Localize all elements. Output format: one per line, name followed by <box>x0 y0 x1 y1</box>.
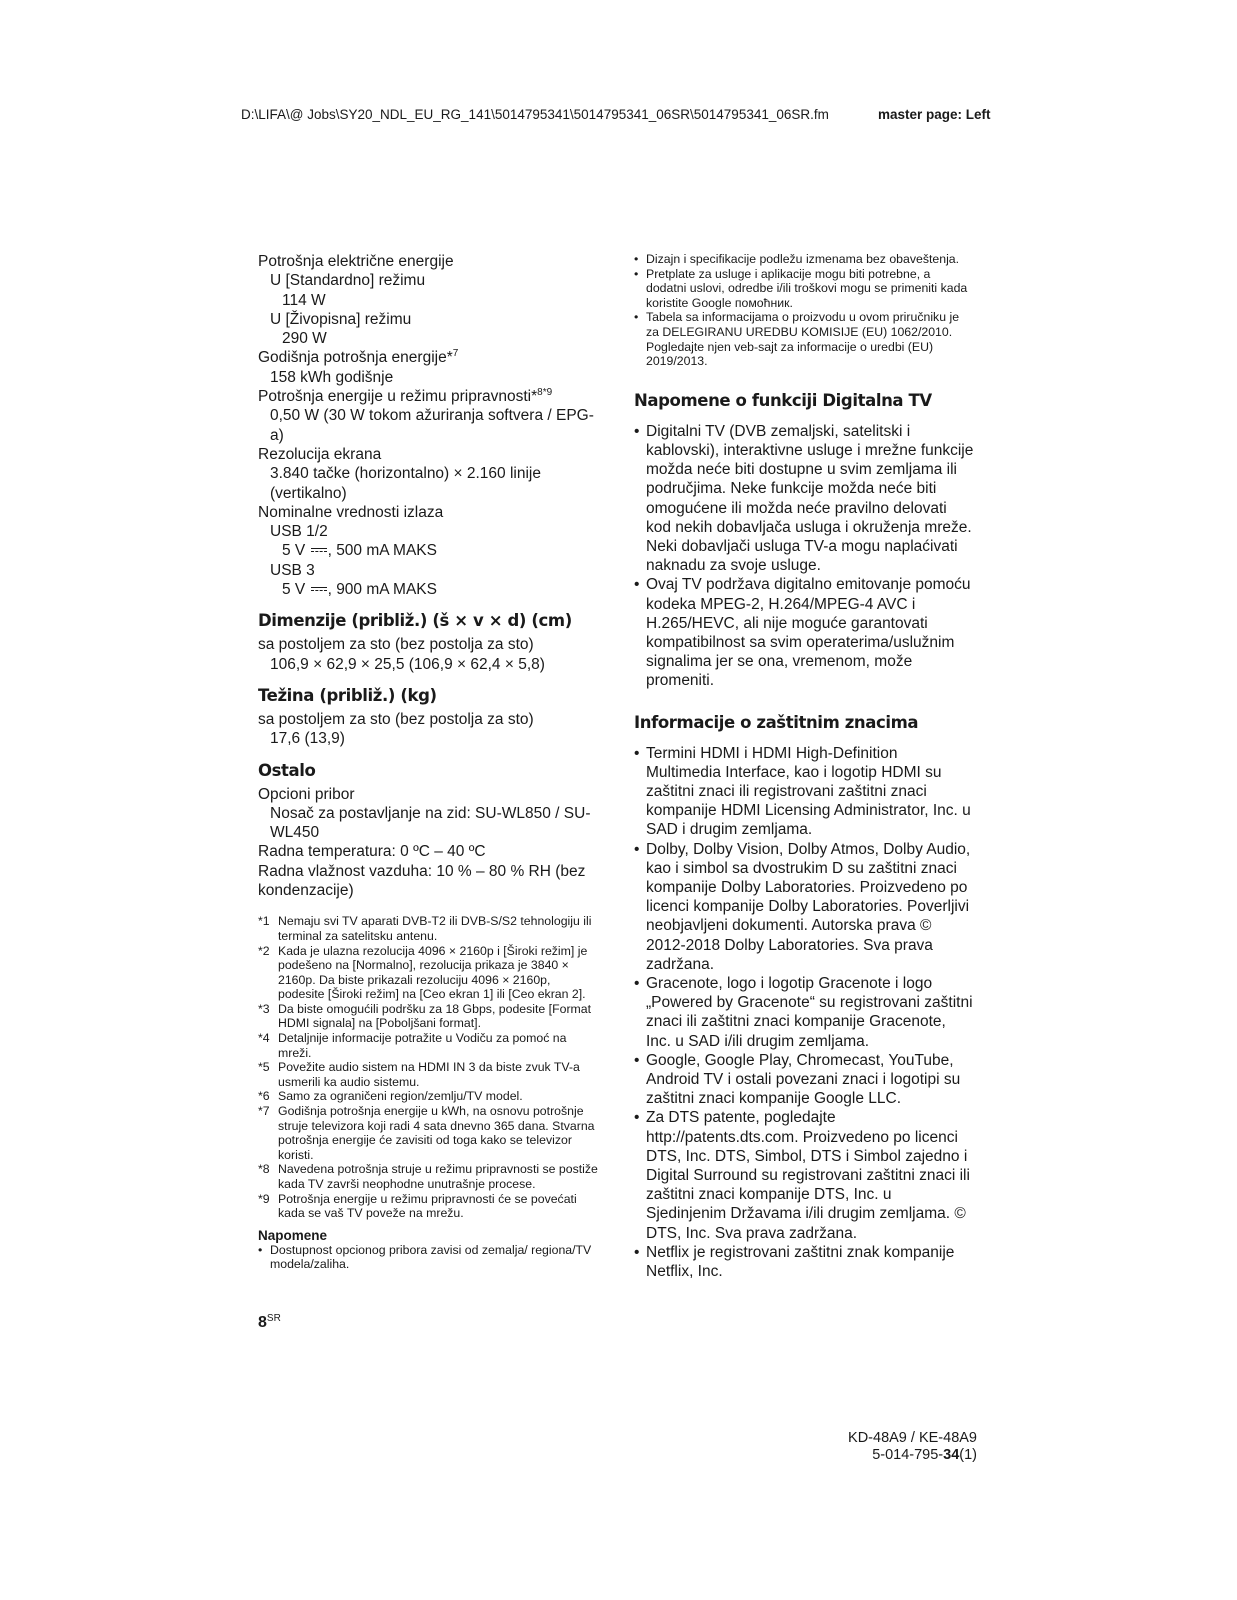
footnote-item: *2 Kada je ulazna rezolucija 4096 × 2160p i [Široki režim] je podešeno na [Normalno], rezolucija prikaza je 3840 × 2160p. Da biste prikazali rezoluciju 4096 × 2160p, podesite [Široki režim] na [Ceo ekran 1] ili [Ceo ekran 2]. <box>258 943 588 1002</box>
list-item: • Dizajn i specifikacije podležu izmenama bez obaveštenja. <box>634 252 960 266</box>
bullet-icon: • <box>634 744 640 762</box>
annual-consumption-value: 158 kWh godišnje <box>270 368 394 386</box>
resolution-value: 3.840 tačke (horizontalno) × 2.160 linije (vertikalno) <box>270 465 541 502</box>
footnote-item: *1 Nemaju svi TV aparati DVB-T2 ili DVB-S/S2 tehnologiju ili terminal za satelitsku antenu. <box>258 914 592 943</box>
notes-title: Napomene <box>258 1227 328 1243</box>
dc-symbol-icon <box>310 545 328 555</box>
list-item: • Digitalni TV (DVB zemaljski, satelitski i kablovski), interaktivne usluge i mrežne funkcije možda neće biti dostupne u svim zemljama ili područjima. Neke funkcije možda neće biti omogućene ili možda neće pravilno delovati kod nekih dobavljača usluga i okruženja mreže. Neki dobavljači usluga TV-a mogu naplaćivati naknadu za svoje usluge. <box>634 422 974 575</box>
file-path-header: D:\LIFA\@ Jobs\SY20_NDL_EU_RG_141\5014795341\5014795341_06SR\5014795341_06SR.fm <box>241 107 829 122</box>
list-item: • Gracenote, logo i logotip Gracenote i logo „Powered by Gracenote“ su registrovani zaštitni znaci ili zaštitni znaci kompanije Gracenote, Inc. u SAD i/ili drugim zemljama. <box>634 975 973 1050</box>
list-item: • Dolby, Dolby Vision, Dolby Atmos, Dolby Audio, kao i simbol sa dvostrukim D su zaštitni znaci kompanije Dolby Laboratories. Proizvedeno po licenci kompanije Dolby Laboratories. Poverljivi neobjavljeni dokumenti. Autorska prava © 2012-2018 Dolby Laboratories. Sva prava zadržana. <box>634 840 971 973</box>
footnote-item: *8 Navedena potrošnja struje u režimu pripravnosti se postiže kada TV završi neophodne unutrašnje procese. <box>258 1162 598 1191</box>
weight-value: 17,6 (13,9) <box>270 730 345 748</box>
general-notes-list <box>634 252 974 369</box>
digital-tv-list <box>634 422 974 691</box>
bullet-icon: • <box>634 422 640 440</box>
weight-heading: Težina (približ.) (kg) <box>258 685 437 705</box>
right-column <box>634 252 974 1281</box>
model-numbers: KD-48A9 / KE-48A9 <box>848 1430 977 1446</box>
bullet-icon: • <box>634 1051 640 1069</box>
bullet-icon: • <box>258 1242 263 1257</box>
operating-temperature: Radna temperatura: 0 ºC – 40 ºC <box>258 843 486 861</box>
footer-model-info <box>848 1430 977 1464</box>
usb3-label: USB 3 <box>270 561 315 579</box>
optional-accessory-title: Opcioni pribor <box>258 785 355 803</box>
footnotes <box>258 914 598 1220</box>
standard-mode-value: 114 W <box>282 291 326 309</box>
list-item: • Termini HDMI i HDMI High-Definition Multimedia Interface, kao i logotip HDMI su zaštitni znaci ili registrovani zaštitni znaci kompanije HDMI Licensing Administrator, Inc. u SAD i drugim zemljama. <box>634 744 971 839</box>
master-page-label: master page: Left <box>878 107 991 122</box>
list-item: • Netflix je registrovani zaštitni znak kompanije Netflix, Inc. <box>634 1243 955 1281</box>
operating-humidity: Radna vlažnost vazduha: 10 % – 80 % RH (bez kondenzacije) <box>258 862 586 900</box>
annual-consumption-title: Godišnja potrošnja energije*$^7$ <box>258 348 459 367</box>
bullet-icon: • <box>634 840 640 858</box>
bullet-icon: • <box>634 266 639 281</box>
standby-title: Potrošnja energije u režimu pripravnosti*$^{8*9}$ <box>258 387 553 406</box>
bullet-icon: • <box>634 252 639 266</box>
digital-tv-heading: Napomene o funkciji Digitalna TV <box>634 390 932 410</box>
bullet-icon: • <box>634 310 639 325</box>
list-item: • Dostupnost opcionog pribora zavisi od zemalja/ regiona/TV modela/zaliha. <box>258 1242 592 1272</box>
bullet-icon: • <box>634 1243 640 1261</box>
resolution-title: Rezolucija ekrana <box>258 445 382 463</box>
standby-value: 0,50 W (30 W tokom ažuriranja softvera / EPG-a) <box>270 407 594 444</box>
notes-list <box>258 1243 598 1272</box>
power-spec <box>258 252 598 599</box>
dc-symbol-icon <box>310 584 328 594</box>
footnote-item: *6 Samo za ograničeni region/zemlju/TV model. <box>258 1089 523 1104</box>
list-item: • Za DTS patente, pogledajte http://patents.dts.com. Proizvedeno po licenci DTS, Inc. DTS, Simbol, DTS i Simbol zajedno i Digital Surround su registrovani zaštitni znaci ili zaštitni znaci kompanije DTS, Inc. u Sjedinjenim Državama i/ili drugim zemljama. © DTS, Inc. Sva prava zadržana. <box>634 1109 970 1242</box>
output-rating-title: Nominalne vrednosti izlaza <box>258 503 444 521</box>
usb12-label: USB 1/2 <box>270 523 328 541</box>
bullet-icon: • <box>634 576 640 594</box>
document-code: 5-014-795-34(1) <box>872 1447 977 1463</box>
optional-accessory-value: Nosač za postavljanje na zid: SU-WL850 / SU-WL450 <box>270 804 591 842</box>
footnote-item: *4 Detaljnije informacije potražite u Vodiču za pomoć na mreži. <box>258 1031 567 1060</box>
list-item: • Google, Google Play, Chromecast, YouTube, Android TV i ostali povezani znaci i logotipi su zaštitni znaci kompanije Google LLC. <box>634 1051 961 1108</box>
list-item: • Ovaj TV podržava digitalno emitovanje pomoću kodeka MPEG-2, H.264/MPEG-4 AVC i H.265/HEVC, ali nije moguće garantovati kompatibilnost sa svim operaterima/uslužnim signalima jer se ona, vremenom, može promeniti. <box>634 576 971 690</box>
power-title: Potrošnja električne energije <box>258 253 454 270</box>
weight-subtitle: sa postoljem za sto (bez postolja za sto) <box>258 710 534 728</box>
footnote-item: *9 Potrošnja energije u režimu pripravnosti će se povećati kada se vaš TV poveže na mrežu. <box>258 1191 577 1221</box>
vivid-mode-value: 290 W <box>282 330 327 348</box>
left-column <box>258 252 598 1272</box>
footnote-item: *7 Godišnja potrošnja energije u kWh, na osnovu potrošnje struje televizora koji radi 4 sata dnevno 365 dana. Stvarna potrošnja energije će zavisiti od toga kako se televizor koristi. <box>258 1104 595 1162</box>
other-heading: Ostalo <box>258 760 316 780</box>
list-item: • Pretplate za usluge i aplikacije mogu biti potrebne, a dodatni uslovi, odredbe i/ili troškovi mogu se primeniti kada koristite Google помоћник. <box>634 266 968 310</box>
bullet-icon: • <box>634 975 640 993</box>
bullet-icon: • <box>634 1109 640 1127</box>
dimensions-heading: Dimenzije (približ.) (š × v × d) (cm) <box>258 611 572 631</box>
dimensions-value: 106,9 × 62,9 × 25,5 (106,9 × 62,4 × 5,8) <box>270 655 545 673</box>
standard-mode-label: U [Standardno] režimu <box>270 272 426 290</box>
vivid-mode-label: U [Živopisna] režimu <box>270 310 412 328</box>
list-item: • Tabela sa informacijama o proizvodu u ovom priručniku je za DELEGIRANU UREDBU KOMISIJE (EU) 1062/2010. Pogledajte njen veb-sajt za informacije o uredbi (EU) 2019/2013. <box>634 310 960 369</box>
footnote-item: *3 Da biste omogućili podršku za 18 Gbps, podesite [Format HDMI signala] na [Poboljšani format]. <box>258 1001 592 1031</box>
trademarks-list <box>634 744 974 1282</box>
footnote-item: *5 Povežite audio sistem na HDMI IN 3 da biste zvuk TV-a usmerili ka audio sistemu. <box>258 1060 580 1089</box>
page-number: $8^{SR}$ <box>258 1313 281 1331</box>
dimensions-subtitle: sa postoljem za sto (bez postolja za sto) <box>258 636 534 654</box>
usb3-value: 5 V , 900 mA MAKS <box>282 581 437 599</box>
usb12-value: 5 V , 500 mA MAKS <box>282 542 437 560</box>
trademarks-heading: Informacije o zaštitnim znacima <box>634 712 919 732</box>
